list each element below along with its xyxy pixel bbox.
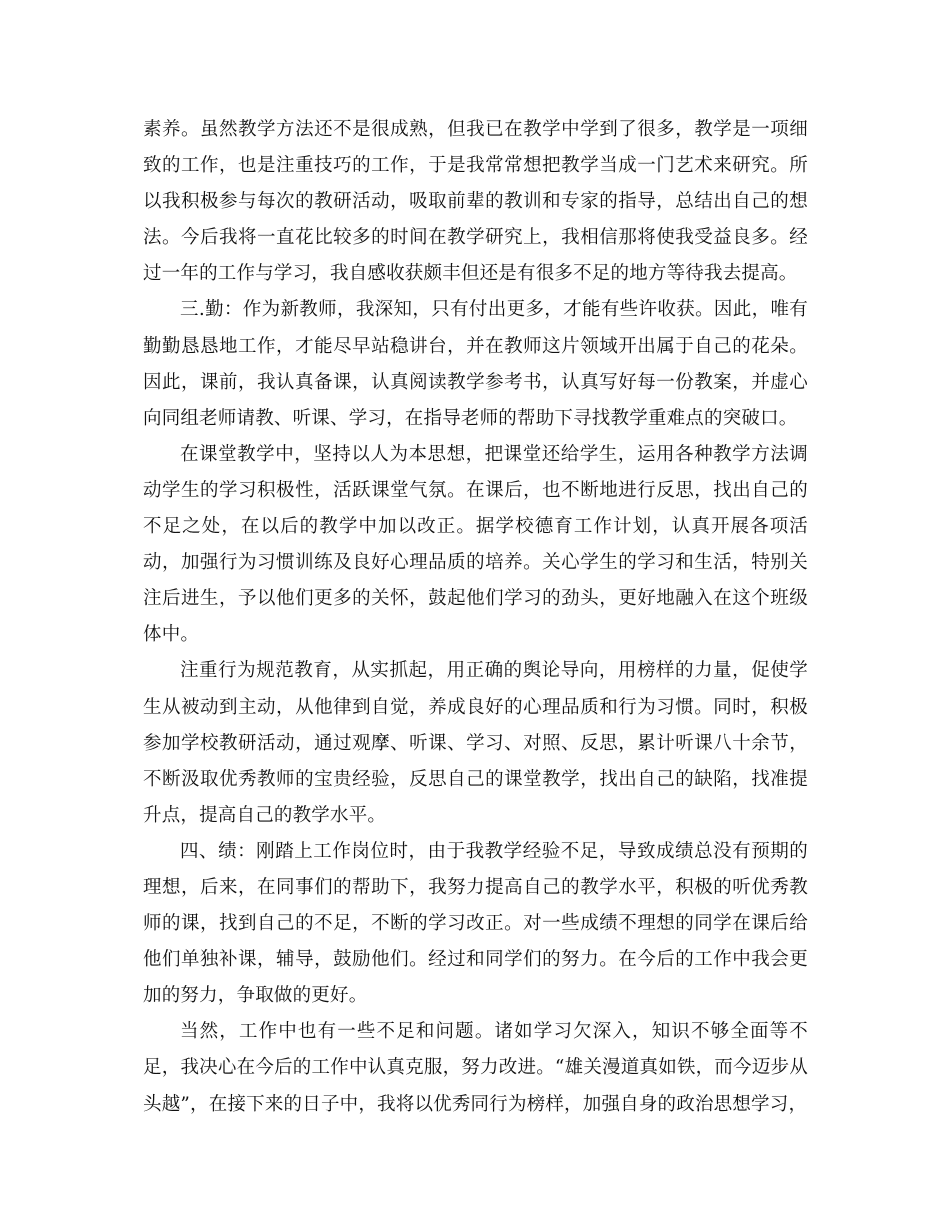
paragraph-shortcomings: 当然，工作中也有一些不足和问题。诸如学习欠深入，知识不够全面等不足，我决心在今后的工作中认真克服，努力改进。“雄关漫道真如铁，而今迈步从头越”，在接下来的日子中，我将以优秀同行为榜样，加强自身的政治思想学习， (143, 1021, 808, 1115)
paragraph-diligence: 三.勤：作为新教师，我深知，只有付出更多，才能有些许收获。因此，唯有勤勤恳恳地工作，才能尽早站稳讲台，并在教师这片领域开出属于自己的花朵。因此，课前，我认真备课，认真阅读教学参考书，认真写好每一份教案，并虚心向同组老师请教、听课、学习，在指导老师的帮助下寻找教学重难点的突破口。 (143, 299, 808, 429)
paragraph-classroom-teaching: 在课堂教学中，坚持以人为本思想，把课堂还给学生，运用各种教学方法调动学生的学习积极性，活跃课堂气氛。在课后，也不断地进行反思，找出自己的不足之处，在以后的教学中加以改正。据学校德育工作计划，认真开展各项活动，加强行为习惯训练及良好心理品质的培养。关心学生的学习和生活，特别关注后进生，予以他们更多的关怀，鼓起他们学习的劲头，更好地融入在这个班级体中。 (143, 443, 808, 646)
document-body (143, 112, 808, 1123)
paragraph-behavior-education: 注重行为规范教育，从实抓起，用正确的舆论导向，用榜样的力量，促使学生从被动到主动，从他律到自觉，养成良好的心理品质和行为习惯。同时，积极参加学校教研活动，通过观摩、听课、学习、对照、反思，累计听课八十余节，不断汲取优秀教师的宝贵经验，反思自己的课堂教学，找出自己的缺陷，找准提升点，提高自己的教学水平。 (143, 660, 808, 826)
paragraph-achievement: 四、绩：刚踏上工作岗位时，由于我教学经验不足，导致成绩总没有预期的理想，后来，在同事们的帮助下，我努力提高自己的教学水平，积极的听优秀教师的课，找到自己的不足，不断的学习改正。对一些成绩不理想的同学在课后给他们单独补课，辅导，鼓励他们。经过和同学们的努力。在今后的工作中我会更加的努力，争取做的更好。 (143, 840, 808, 1007)
paragraph-continuation: 素养。虽然教学方法还不是很成熟，但我已在教学中学到了很多，教学是一项细致的工作，也是注重技巧的工作，于是我常常想把教学当成一门艺术来研究。所以我积极参与每次的教研活动，吸取前辈的教训和专家的指导，总结出自己的想法。今后我将一直花比较多的时间在教学研究上，我相信那将使我受益良多。经过一年的工作与学习，我自感收获颇丰但还是有很多不足的地方等待我去提高。 (143, 119, 808, 285)
